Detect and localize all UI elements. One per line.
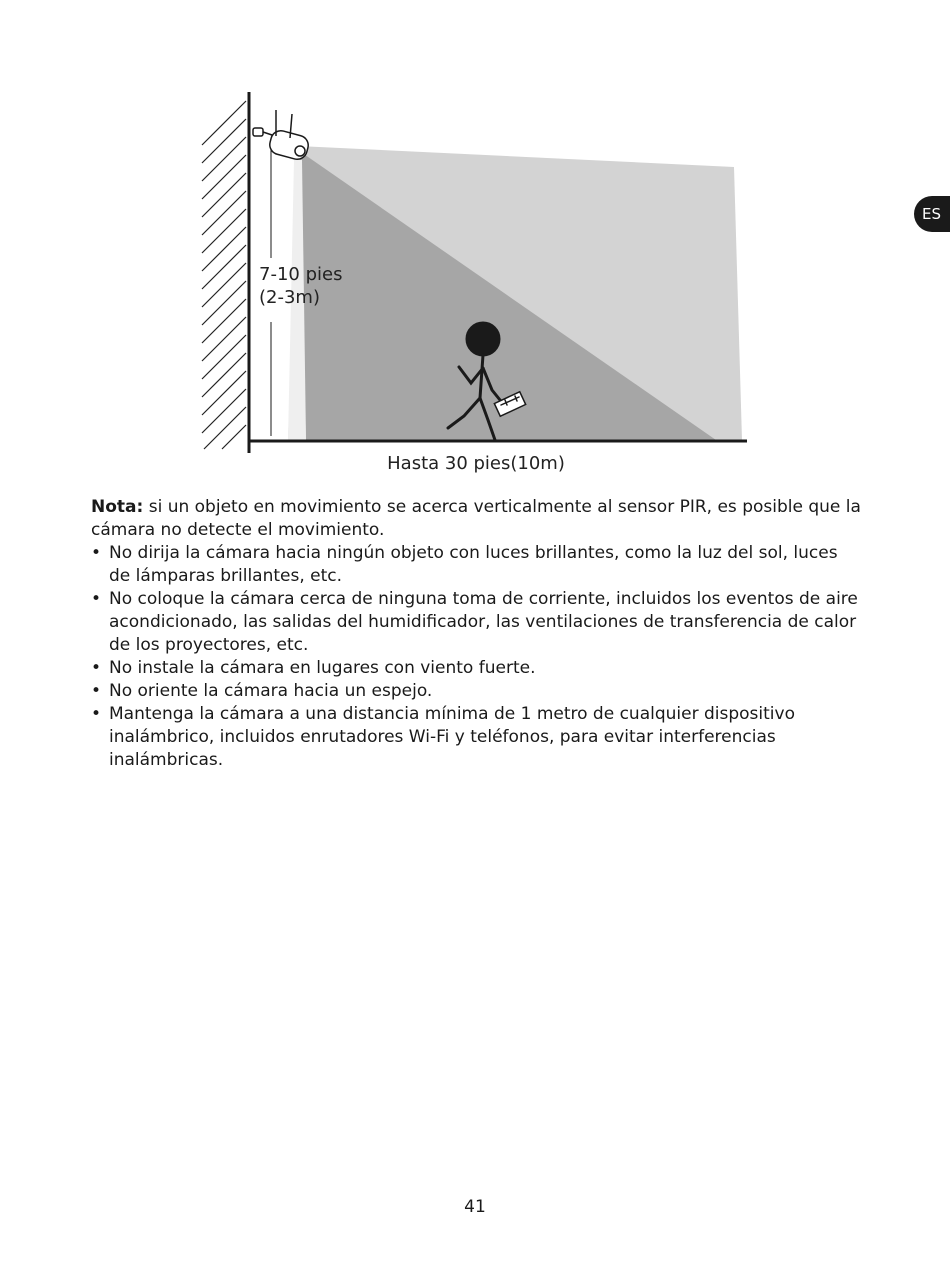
note-paragraph [91,496,861,542]
list-item: • Mantenga la cámara a una distancia mínima de 1 metro de cualquier dispositivo inalámbrico, incluidos enrutadores Wi-Fi y teléfonos, para evitar interferencias inalámbricas. [91,703,861,772]
list-item: • No instale la cámara en lugares con viento fuerte. [91,657,861,680]
note-label: Nota: [91,497,144,517]
language-tab: ES [914,196,950,232]
note-text: si un objeto en movimiento se acerca verticalmente al sensor PIR, es posible que la cámara no detecte el movimiento. [91,497,861,540]
precautions-list [91,542,861,772]
detection-distance-label: Hasta 30 pies(10m) [387,453,565,474]
list-item: • No dirija la cámara hacia ningún objeto con luces brillantes, como la luz del sol, luces de lámparas brillantes, etc. [91,542,861,588]
page-number: 41 [464,1197,486,1217]
wall-hatching [202,101,246,449]
installation-diagram [0,0,950,480]
list-item: • No oriente la cámara hacia un espejo. [91,680,861,703]
mount-height-meters: (2-3m) [259,287,320,308]
camera-icon [253,110,310,162]
diagram-graphic [0,0,950,480]
mount-height-feet: 7-10 pies [259,264,343,285]
note-section [91,496,861,772]
list-item: • No coloque la cámara cerca de ninguna toma de corriente, incluidos los eventos de aire acondicionado, las salidas del humidificador, las ventilaciones de transferencia de calor de los proyectores, etc. [91,588,861,657]
mount-height-label [259,263,342,309]
